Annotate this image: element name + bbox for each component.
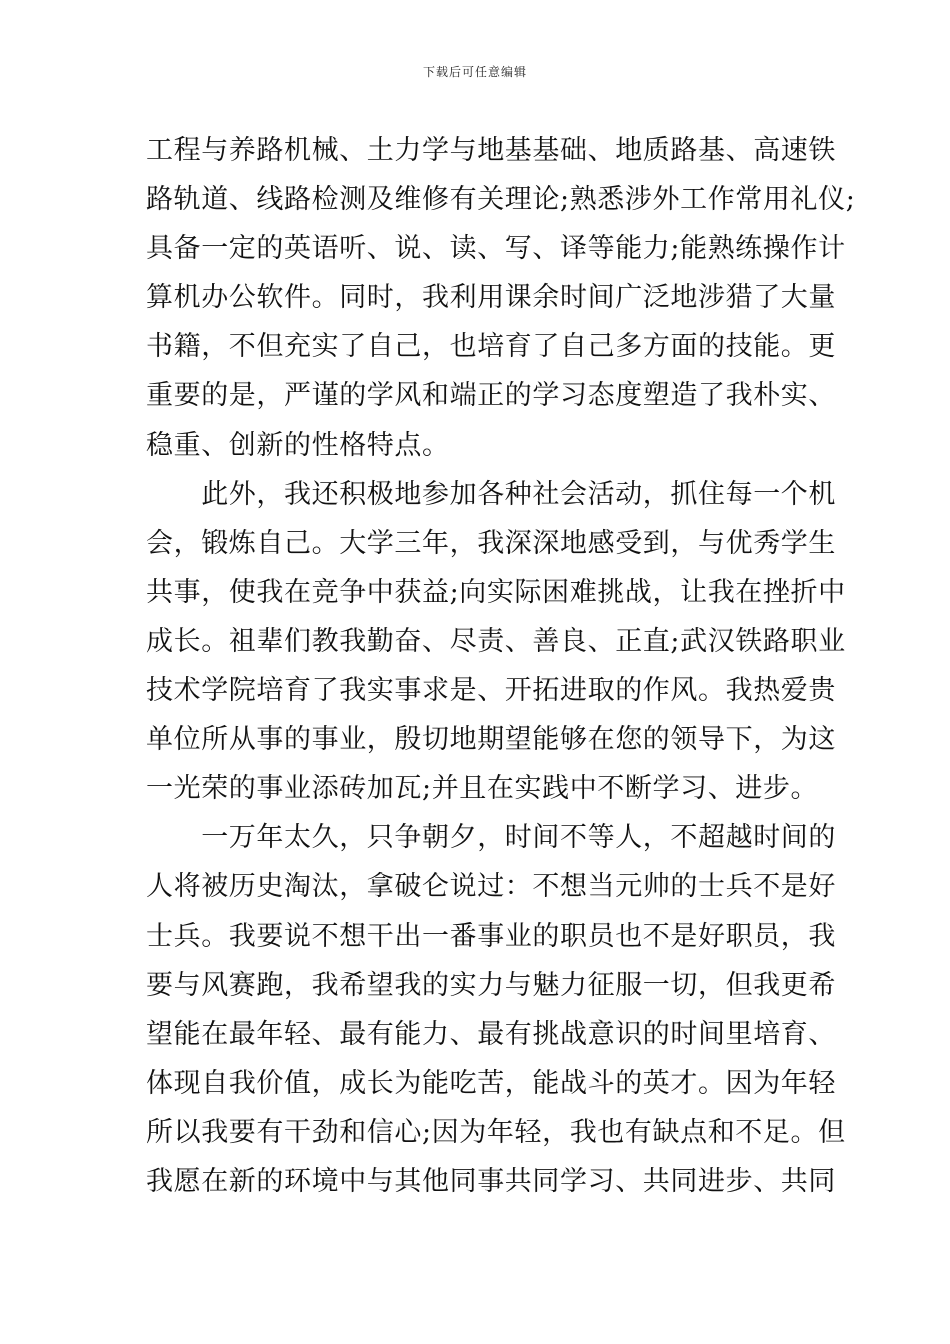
text-line: 此外，我还积极地参加各种社会活动，抓住每一个机: [146, 478, 836, 510]
page-header: 下载后可任意编辑: [422, 65, 527, 79]
text-line: 路轨道、线路检测及维修有关理论;熟悉涉外工作常用礼仪;: [146, 184, 856, 216]
text-line: 书籍，不但充实了自己，也培育了自己多方面的技能。更: [146, 331, 836, 363]
text-line: 人将被历史淘汰，拿破仑说过：不想当元帅的士兵不是好: [146, 871, 836, 903]
text-line: 一光荣的事业添砖加瓦;并且在实践中不断学习、进步。: [146, 773, 819, 805]
text-line: 我愿在新的环境中与其他同事共同学习、共同进步、共同: [146, 1165, 836, 1197]
text-line: 技术学院培育了我实事求是、开拓进取的作风。我热爱贵: [146, 675, 836, 707]
text-line: 单位所从事的事业，殷切地期望能够在您的领导下，为这: [146, 724, 836, 756]
text-line: 会，锻炼自己。大学三年，我深深地感受到，与优秀学生: [146, 527, 836, 559]
text-line: 体现自我价值，成长为能吃苦，能战斗的英才。因为年轻: [146, 1067, 836, 1099]
text-line: 具备一定的英语听、说、读、写、译等能力;能熟练操作计: [146, 233, 846, 265]
text-line: 共事，使我在竞争中获益;向实际困难挑战，让我在挫折中: [146, 576, 846, 608]
text-line: 士兵。我要说不想干出一番事业的职员也不是好职员，我: [146, 920, 836, 952]
text-line: 重要的是，严谨的学风和端正的学习态度塑造了我朴实、: [146, 380, 836, 412]
text-line: 所以我要有干劲和信心;因为年轻，我也有缺点和不足。但: [146, 1116, 846, 1148]
text-line: 要与风赛跑，我希望我的实力与魅力征服一切，但我更希: [146, 969, 836, 1001]
text-line: 稳重、创新的性格特点。: [146, 429, 450, 461]
text-line: 望能在最年轻、最有能力、最有挑战意识的时间里培育、: [146, 1018, 836, 1050]
text-line: 成长。祖辈们教我勤奋、尽责、善良、正直;武汉铁路职业: [146, 625, 846, 657]
text-line: 算机办公软件。同时，我利用课余时间广泛地涉猎了大量: [146, 282, 836, 314]
text-line: 一万年太久，只争朝夕，时间不等人，不超越时间的: [146, 822, 836, 854]
text-line: 工程与养路机械、土力学与地基基础、地质路基、高速铁: [146, 135, 836, 166]
body-text: [146, 126, 856, 1206]
